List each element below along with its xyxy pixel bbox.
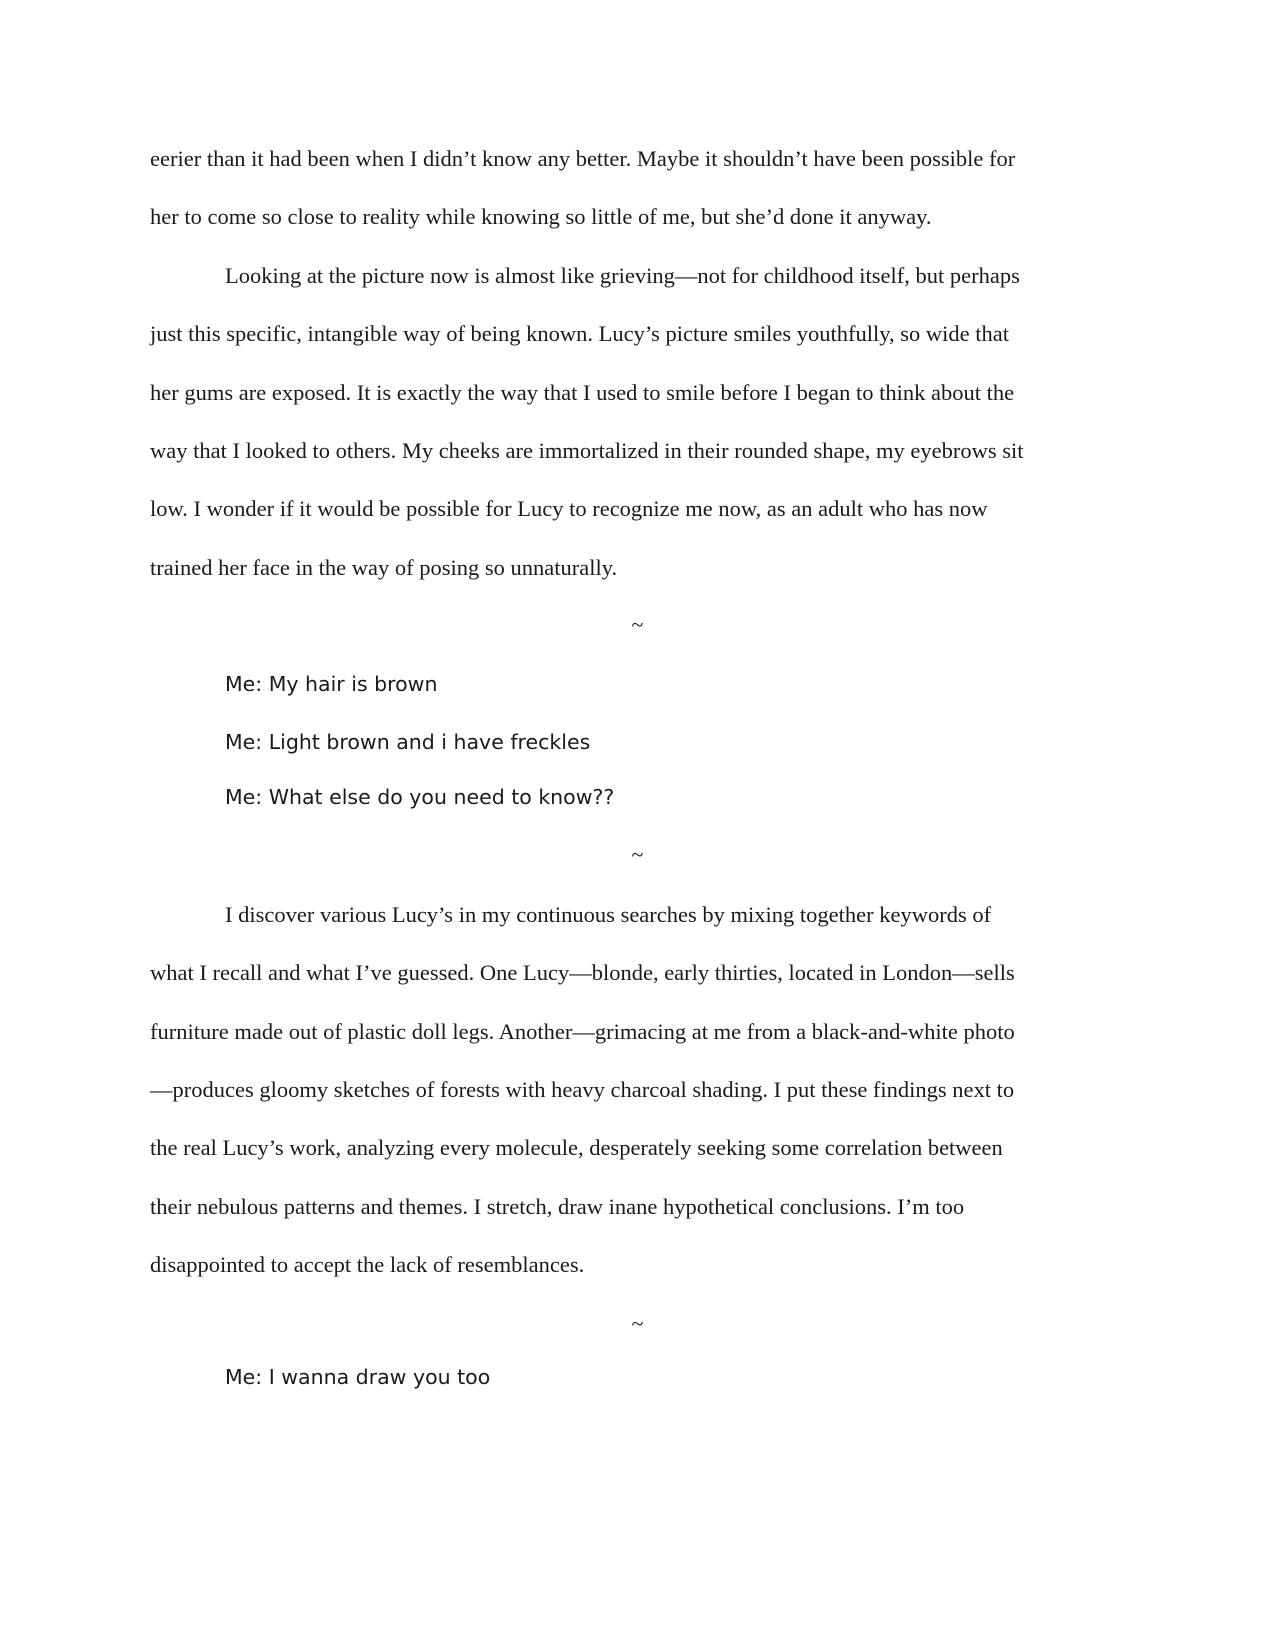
chat-message: Me: My hair is brown	[225, 672, 438, 696]
section-separator: ~	[631, 612, 644, 637]
text-line: eerier than it had been when I didn’t know any better. Maybe it shouldn’t have been possible for	[150, 146, 1016, 171]
text-line: just this specific, intangible way of being known. Lucy’s picture smiles youthfully, so wide that	[150, 321, 1010, 346]
text-line: way that I looked to others. My cheeks are immortalized in their rounded shape, my eyebrows sit	[150, 438, 1024, 463]
chat-message: Me: I wanna draw you too	[225, 1365, 491, 1389]
text-line: low. I wonder if it would be possible for Lucy to recognize me now, as an adult who has now	[150, 496, 988, 521]
text-line: what I recall and what I’ve guessed. One Lucy—blonde, early thirties, located in London—sells	[150, 960, 1015, 985]
text-line: furniture made out of plastic doll legs. Another—grimacing at me from a black-and-white photo	[150, 1019, 1015, 1044]
text-line: their nebulous patterns and themes. I stretch, draw inane hypothetical conclusions. I’m too	[150, 1194, 965, 1219]
text-line: I discover various Lucy’s in my continuous searches by mixing together keywords of	[225, 902, 992, 927]
text-line: her gums are exposed. It is exactly the way that I used to smile before I began to think about the	[150, 380, 1015, 405]
text-line: Looking at the picture now is almost like grieving—not for childhood itself, but perhaps	[225, 263, 1020, 288]
chat-message: Me: Light brown and i have freckles	[225, 730, 591, 754]
text-line: the real Lucy’s work, analyzing every molecule, desperately seeking some correlation between	[150, 1135, 1003, 1160]
text-line: disappointed to accept the lack of resemblances.	[150, 1252, 585, 1277]
text-line: her to come so close to reality while knowing so little of me, but she’d done it anyway.	[150, 204, 932, 229]
chat-message: Me: What else do you need to know??	[225, 785, 615, 809]
section-separator: ~	[631, 842, 644, 867]
section-separator: ~	[631, 1311, 644, 1336]
text-line: trained her face in the way of posing so unnaturally.	[150, 555, 618, 580]
text-line: —produces gloomy sketches of forests with heavy charcoal shading. I put these findings next to	[150, 1077, 1015, 1102]
